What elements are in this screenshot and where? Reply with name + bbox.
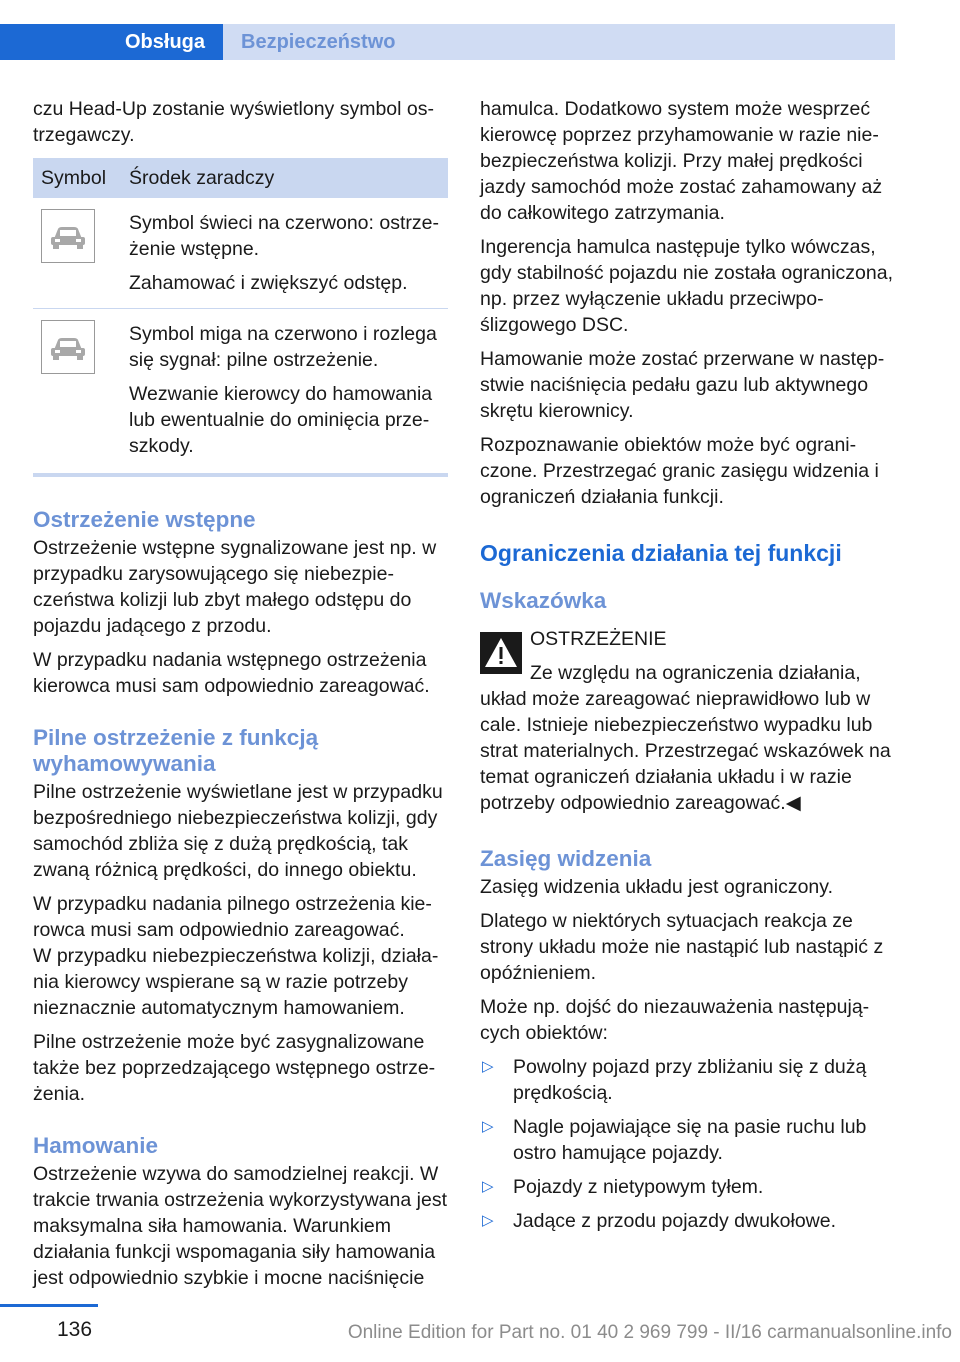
header-remedy: Środek zaradczy xyxy=(121,158,448,198)
range-p1: Zasięg widzenia układu jest ograniczony. xyxy=(480,876,833,898)
braking-p4: Hamowanie może zostać przerwane w następstwie naciśnięcia pedału gazu lub aktywnego skrętu kierownicy. xyxy=(480,348,885,422)
footer-rule xyxy=(0,1304,98,1307)
table-row xyxy=(33,309,448,468)
acute-p1: Pilne ostrzeżenie wyświetlane jest w przypadku bezpośredniego niebezpieczeństwa kolizji, gdy samochód zbliża się z dużą prędkością, tak zwaną różnicą prędkości, do innego obiektu. xyxy=(33,781,443,881)
tab-obsluga[interactable]: Obsługa xyxy=(0,24,223,60)
row1-line1: Symbol świeci na czerwono: ostrzeżenie wstępne. xyxy=(129,212,439,260)
bullet-arrow-icon: ▷ xyxy=(482,1178,494,1195)
car-warning-icon xyxy=(41,320,95,374)
prewarning-p2: W przypadku nadania wstępnego ostrzeżenia kierowca musi sam odpowiednio zareagować. xyxy=(33,649,430,697)
acute-p2: W przypadku nadania pilnego ostrzeżenia kierowca musi sam odpowiednio zareagować. xyxy=(33,893,432,941)
header-symbol: Symbol xyxy=(33,158,121,198)
bullet-arrow-icon: ▷ xyxy=(482,1212,494,1229)
objects-list xyxy=(480,1054,895,1234)
row2-line2: Wezwanie kierowcy do hamowania lub ewentualnie do ominięcia przeszkody. xyxy=(129,383,433,457)
list-item: ▷ Powolny pojazd przy zbliżaniu się z dużą prędkością. xyxy=(482,1056,867,1104)
prewarning-p1: Ostrzeżenie wstępne sygnalizowane jest np. w przypadku zarysowującego się niebezpieczeństwa kolizji lub zbyt małego odstępu do pojazdu jadącego z przodu. xyxy=(33,537,437,637)
braking-p3: Ingerencja hamulca następuje tylko wówczas, gdy stabilność pojazdu nie została ograniczona, np. przez wyłączenie układu przeciwpoślizgowego DSC. xyxy=(480,236,894,336)
intro-paragraph: czu Head-Up zostanie wyświetlony symbol ostrzegawczy. xyxy=(33,98,434,146)
heading-acute-warning: Pilne ostrzeżenie z funkcją wyhamowywania xyxy=(33,725,319,776)
list-item: ▷ Pojazdy z nietypowym tyłem. xyxy=(482,1176,764,1198)
list-item: ▷ Jadące z przodu pojazdy dwukołowe. xyxy=(482,1210,837,1232)
braking-p5: Rozpoznawanie obiektów może być ograniczone. Przestrzegać granic zasięgu widzenia i ograniczeń działania funkcji. xyxy=(480,434,879,508)
table-end-rule xyxy=(33,473,448,477)
car-warning-icon xyxy=(41,209,95,263)
heading-note: Wskazówka xyxy=(480,588,607,613)
acute-p3: W przypadku niebezpieczeństwa kolizji, działania kierowcy wspierane są w razie potrzeby nieznacznie automatycznym hamowaniem. xyxy=(33,945,439,1019)
heading-range: Zasięg widzenia xyxy=(480,846,652,871)
heading-braking: Hamowanie xyxy=(33,1133,159,1158)
left-column xyxy=(33,96,448,1299)
symbol-table xyxy=(33,158,448,467)
tab-bezpieczenstwo[interactable]: Bezpieczeństwo xyxy=(223,24,895,60)
acute-p4: Pilne ostrzeżenie może być zasygnalizowane także bez poprzedzającego wstępnego ostrzeżenia. xyxy=(33,1031,436,1105)
watermark: Online Edition for Part no. 01 40 2 969 799 - II/16 carmanualsonline.info xyxy=(347,1322,952,1343)
page-number: 136 xyxy=(57,1318,93,1341)
heading-prewarning: Ostrzeżenie wstępne xyxy=(33,507,256,532)
braking-p1: Ostrzeżenie wzywa do samodzielnej reakcji. W trakcie trwania ostrzeżenia wykorzystywana jest maksymalna siła hamowania. Warunkiem działania funkcji wspomagania siły hamowania jest odpowiednio szybkie i mocne naciśnięcie xyxy=(33,1163,447,1289)
row1-line2: Zahamować i zwiększyć odstęp. xyxy=(129,272,408,294)
row2-line1: Symbol miga na czerwono i rozlega się sygnał: pilne ostrzeżenie. xyxy=(129,323,437,371)
bullet-arrow-icon: ▷ xyxy=(482,1118,494,1135)
heading-limits: Ograniczenia działania tej funkcji xyxy=(480,540,842,566)
table-row xyxy=(33,198,448,309)
range-p3: Może np. dojść do niezauważenia następujących obiektów: xyxy=(480,996,870,1044)
warning-heading: OSTRZEŻENIE xyxy=(530,628,667,650)
warning-body: Ze względu na ograniczenia działania, układ może zareagować nieprawidłowo lub w cale. Istnieje niebezpieczeństwo wypadku lub strat materialnych. Przestrzegać wskazówek na temat ograniczeń działania układu i w razie potrzeby odpowiednio zareagować.◀ xyxy=(480,662,891,814)
warning-triangle-icon xyxy=(480,632,522,674)
table-header xyxy=(33,158,448,198)
braking-p2: hamulca. Dodatkowo system może wesprzeć kierowcę poprzez przyhamowanie w razie niebezpieczeństwa kolizji. Przy małej prędkości jazdy samochód może zostać zahamowany aż do całkowitego zatrzymania. xyxy=(480,98,883,224)
right-column xyxy=(480,96,895,1242)
bullet-arrow-icon: ▷ xyxy=(482,1058,494,1075)
range-p2: Dlatego w niektórych sytuacjach reakcja ze strony układu może nie nastąpić lub nastąpić z opóźnieniem. xyxy=(480,910,884,984)
list-item: ▷ Nagle pojawiające się na pasie ruchu lub ostro hamujące pojazdy. xyxy=(482,1116,867,1164)
chapter-tabs xyxy=(0,24,895,60)
